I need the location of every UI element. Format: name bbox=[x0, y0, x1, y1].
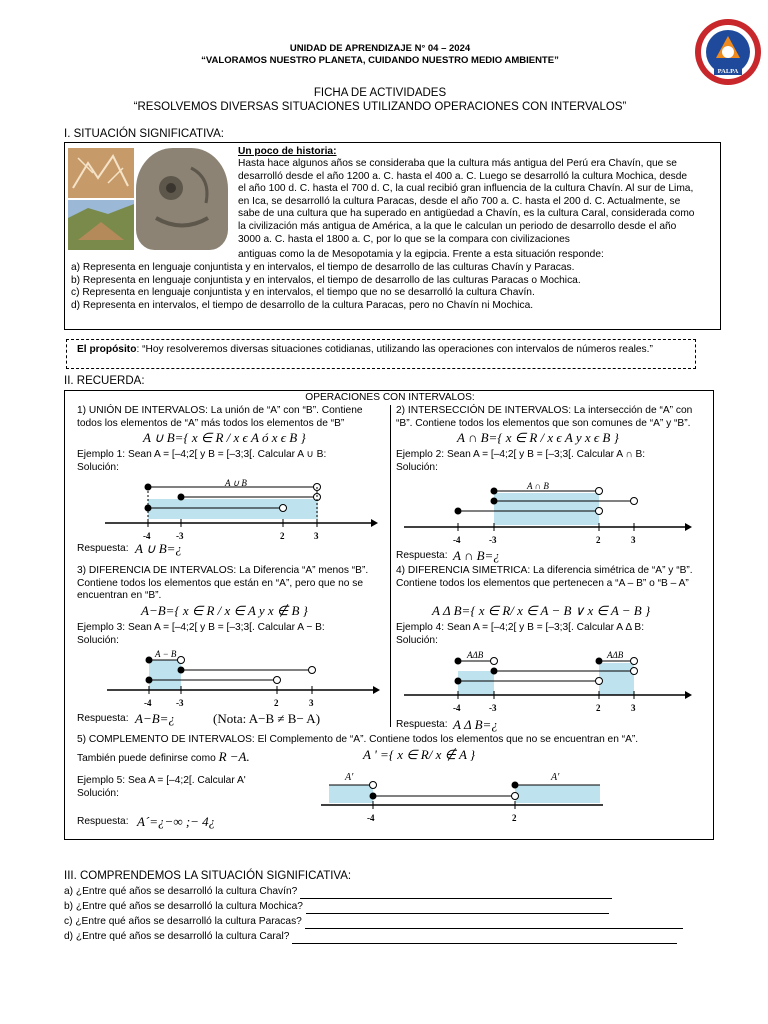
question-c: c) ¿Entre qué años se desarrolló la cultura Paracas? bbox=[64, 916, 714, 931]
difference-definition: 3) DIFERENCIA DE INTERVALOS: La Diferencia “A” menos “B”. Contiene todos los elementos que están en “A”, pero que no se encuentran en “B”. bbox=[77, 565, 369, 602]
union-tick-3: 3 bbox=[314, 531, 319, 541]
intersection-solution: Solución: bbox=[396, 462, 438, 473]
section1-heading: I. SITUACIÓN SIGNIFICATIVA: bbox=[64, 128, 224, 140]
caral-image bbox=[68, 200, 134, 250]
intersection-answer: A ∩ B=¿ bbox=[453, 548, 500, 563]
difference-solution: Solución: bbox=[77, 635, 119, 646]
chavin-head-image bbox=[136, 148, 228, 250]
section3-heading: III. COMPRENDEMOS LA SITUACIÓN SIGNIFICATIVA: bbox=[64, 870, 352, 882]
intersection-formula: A ∩ B={ x ∈ R / x ϵ A y x ϵ B } bbox=[457, 430, 619, 445]
complement-answer: A´=¿−∞ ;− 4¿ bbox=[137, 814, 216, 829]
symmetric-answer-label: Respuesta: bbox=[396, 719, 448, 730]
situation-questions: a) Representa en lenguaje conjuntista y en intervalos, el tiempo de desarrollo de las culturas Chavín y Paracas. b) Representa en lenguaje conjuntista y en intervalos, el tiempo de desarrollo de las culturas Paracas o Mochica. c) Representa en lenguaje conjuntista y en intervalos, el tiempo que no se desarrolló la cultura Chavín. d) Representa en intervalos, el tiempo de desarrollo de la cultura Paracas, pero no Chavín ni Mochica. bbox=[71, 262, 581, 311]
complement-answer-label: Respuesta: bbox=[77, 816, 129, 827]
complement-number-line bbox=[319, 769, 609, 835]
symmetric-example: Ejemplo 4: Sean A = [–4;2[ y B = [–3;3[. Calcular A Δ B: bbox=[396, 622, 645, 633]
union-tick-1: -3 bbox=[176, 531, 184, 541]
intersection-answer-label: Respuesta: bbox=[396, 550, 448, 561]
purpose-box bbox=[66, 339, 696, 369]
purpose-text: : “Hoy resolveremos diversas situaciones cotidianas, utilizando las operaciones con intervalos de números reales.” bbox=[136, 344, 653, 355]
symmetric-tick-1: -3 bbox=[489, 703, 497, 713]
symmetric-formula: A Δ B={ x ∈ R/ x ∈ A − B ∨ x ∈ A − B } bbox=[432, 603, 651, 618]
difference-example: Ejemplo 3: Sean A = [–4;2[ y B = [–3;3[. Calcular A − B: bbox=[77, 622, 325, 633]
complement-example: Ejemplo 5: Sea A = [–4;2[. Calcular A' bbox=[77, 775, 246, 786]
intersection-tick-1: -3 bbox=[489, 535, 497, 545]
complement-graph-label-1: A′ bbox=[345, 772, 354, 783]
difference-formula: A−B={ x ∈ R / x ∈ A y x ∉ B } bbox=[141, 603, 308, 618]
operations-title: OPERACIONES CON INTERVALOS: bbox=[305, 392, 475, 403]
intersection-example: Ejemplo 2: Sean A = [–4;2[ y B = [–3;3[. Calcular A ∩ B: bbox=[396, 449, 646, 460]
answer-line-d[interactable] bbox=[292, 943, 677, 944]
ficha-label: FICHA DE ACTIVIDADES bbox=[313, 87, 447, 99]
comprehension-questions bbox=[64, 886, 714, 946]
union-answer: A ∪ B=¿ bbox=[135, 541, 182, 556]
history-title: Un poco de historia: bbox=[238, 146, 337, 157]
union-answer-label: Respuesta: bbox=[77, 543, 129, 554]
answer-line-c[interactable] bbox=[305, 928, 683, 929]
complement-definition: 5) COMPLEMENTO DE INTERVALOS: El Complemento de “A”. Contiene todos los elementos que no se encuentran en “A”. bbox=[77, 734, 639, 745]
ficha-title: “RESOLVEMOS DIVERSAS SITUACIONES UTILIZANDO OPERACIONES CON INTERVALOS” bbox=[133, 101, 627, 113]
intersection-tick-0: -4 bbox=[453, 535, 461, 545]
complement-tick-1: 2 bbox=[512, 813, 517, 823]
difference-tick-3: 3 bbox=[309, 698, 314, 708]
logo-text: PALPA bbox=[717, 68, 739, 75]
column-divider bbox=[390, 405, 391, 727]
purpose-label: El propósito bbox=[77, 344, 137, 355]
union-definition: 1) UNIÓN DE INTERVALOS: La unión de “A” con “B”. Contiene todos los elementos de “A” más todos los elementos de “B” bbox=[77, 405, 363, 429]
union-tick-2: 2 bbox=[280, 531, 285, 541]
union-solution: Solución: bbox=[77, 462, 119, 473]
intersection-tick-3: 3 bbox=[631, 535, 636, 545]
intersection-definition: 2) INTERSECCIÓN DE INTERVALOS: La intersección de “A” con “B”. Contiene todos los elementos que son comunes de “A” y “B”. bbox=[396, 405, 693, 429]
union-number-line bbox=[95, 477, 385, 545]
symmetric-tick-3: 3 bbox=[631, 703, 636, 713]
nazca-image bbox=[68, 148, 134, 198]
school-logo bbox=[694, 18, 762, 86]
history-text: Hasta hace algunos años se consideraba que la cultura más antigua del Perú era Chavín, que se desarrolló desde el año 1200 a. C. hasta el 400 a. C. Luego se desarrolló la cultura Mochica, desde el año 100 d. C. hasta el 700 d. C, la cual recibió gran influencia de la cultura Chavín. Al sur de Lima, en Ica, se desarrolló la cultura Paracas, desde el año 700 a. C. hasta el 200 d. C. Actualmente, se sabe de una cultura que ha superado en antigüedad a Chavín, es la cultura Caral, considerada como la civilización más antigua de América, a la que le calculan un periodo de desarrollo desde el año 3000 a. C. hasta el 1800 a. C, por lo que se la compara con civilizaciones bbox=[238, 158, 695, 245]
union-formula: A ∪ B={ x ∈ R / x ϵ A ó x ϵ B } bbox=[143, 430, 306, 445]
unit-title: UNIDAD DE APRENDIZAJE N° 04 – 2024 bbox=[289, 43, 471, 54]
difference-answer-label: Respuesta: bbox=[77, 713, 129, 724]
section2-heading: II. RECUERDA: bbox=[64, 375, 145, 387]
intersection-tick-2: 2 bbox=[596, 535, 601, 545]
question-b: b) ¿Entre qué años se desarrolló la cultura Mochica? bbox=[64, 901, 714, 916]
difference-answer: A−B=¿ bbox=[135, 711, 175, 726]
difference-tick-0: -4 bbox=[144, 698, 152, 708]
symmetric-tick-0: -4 bbox=[453, 703, 461, 713]
difference-tick-1: -3 bbox=[176, 698, 184, 708]
history-last-line: antiguas como la de Mesopotamia y la egipcia. Frente a esta situación responde: bbox=[238, 249, 604, 260]
difference-note: (Nota: A−B ≠ B− A) bbox=[213, 711, 321, 726]
answer-line-a[interactable] bbox=[300, 898, 612, 899]
complement-definition-2: También puede definirse como R −A. bbox=[77, 749, 250, 764]
symmetric-tick-2: 2 bbox=[596, 703, 601, 713]
difference-graph-label: A − B bbox=[155, 649, 177, 659]
situation-box bbox=[64, 142, 721, 330]
symmetric-answer: A Δ B=¿ bbox=[453, 717, 498, 732]
complement-tick-0: -4 bbox=[367, 813, 375, 823]
operations-box bbox=[64, 390, 714, 840]
symmetric-definition: 4) DIFERENCIA SIMETRICA: La diferencia simétrica de “A” y “B”. Contiene todos los elementos que pertenecen a “A – B” o “B – A” bbox=[396, 565, 693, 589]
symmetric-solution: Solución: bbox=[396, 635, 438, 646]
question-d: d) ¿Entre qué años se desarrolló la cultura Caral? bbox=[64, 931, 714, 946]
intersection-number-line bbox=[399, 481, 699, 549]
complement-formula: A ' ={ x ∈ R/ x ∉ A } bbox=[363, 747, 476, 762]
complement-solution: Solución: bbox=[77, 788, 119, 799]
union-example: Ejemplo 1: Sean A = [–4;2[ y B = [–3;3[. Calcular A ∪ B: bbox=[77, 449, 327, 460]
union-graph-label: A ∪ B bbox=[225, 478, 247, 488]
question-a: a) ¿Entre qué años se desarrolló la cultura Chavín? bbox=[64, 886, 714, 901]
complement-graph-label-2: A′ bbox=[551, 772, 560, 783]
symmetric-graph-label-2: AΔB bbox=[607, 650, 624, 660]
difference-number-line bbox=[105, 648, 385, 712]
intersection-graph-label: A ∩ B bbox=[527, 481, 549, 491]
union-tick-0: -4 bbox=[143, 531, 151, 541]
symmetric-graph-label-1: AΔB bbox=[467, 650, 484, 660]
unit-motto: “VALORAMOS NUESTRO PLANETA, CUIDANDO NUESTRO MEDIO AMBIENTE” bbox=[201, 55, 559, 66]
difference-tick-2: 2 bbox=[274, 698, 279, 708]
answer-line-b[interactable] bbox=[306, 913, 609, 914]
symmetric-number-line bbox=[399, 649, 699, 717]
